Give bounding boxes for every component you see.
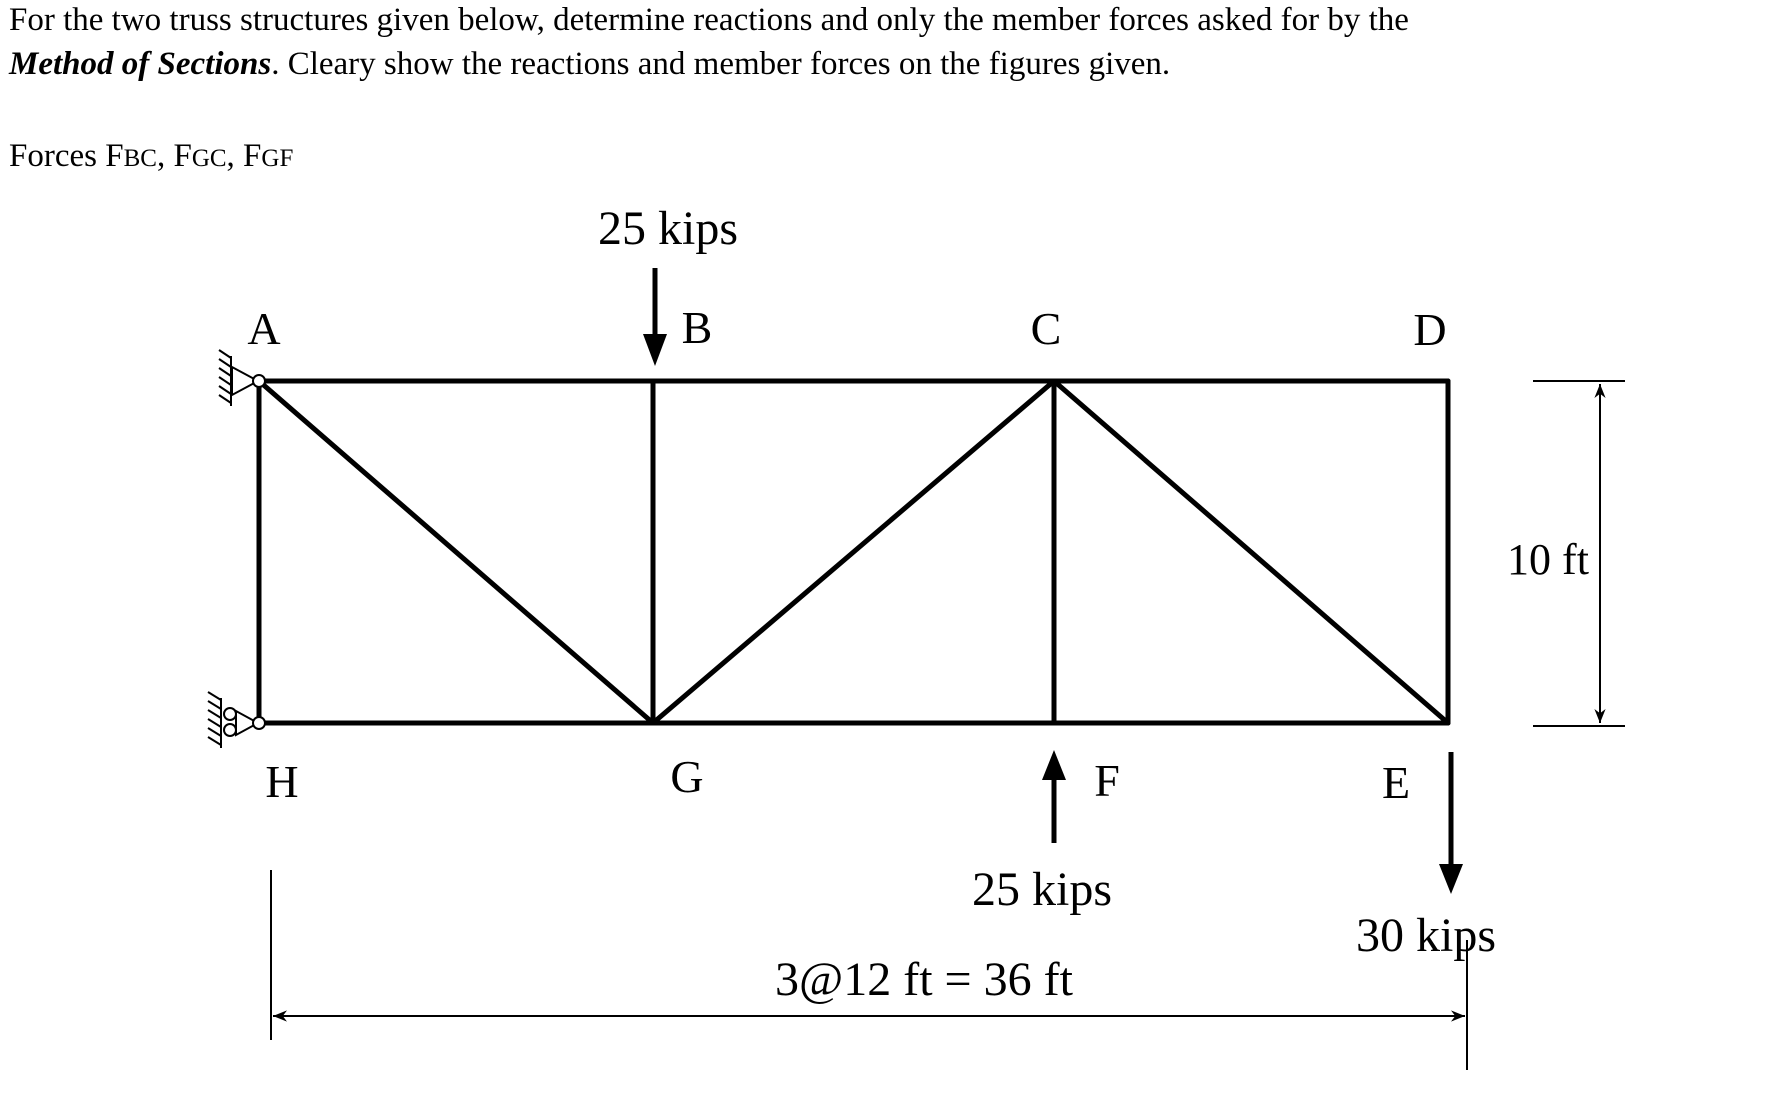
load-label-f: 25 kips (971, 863, 1113, 916)
force-fbc: FBC, (105, 138, 174, 174)
roller-support-h (208, 692, 265, 748)
node-label-g: G (670, 751, 704, 802)
node-label-h: H (265, 756, 299, 807)
member-gc (653, 381, 1054, 723)
method-of-sections-emphasis: Method of Sections (9, 46, 272, 82)
force-fgc: FGC, (173, 138, 244, 174)
node-label-d: D (1413, 304, 1447, 355)
load-arrow-b (643, 268, 667, 366)
load-arrow-e (1439, 752, 1463, 894)
node-label-e: E (1381, 757, 1411, 808)
load-label-b: 25 kips (597, 202, 739, 255)
node-label-a: A (247, 303, 281, 354)
node-label-c: C (1030, 303, 1062, 354)
problem-text-2: . Cleary show the reactions and member forces on the figures given. (271, 46, 1171, 82)
member-ag (259, 381, 653, 723)
node-label-b: B (681, 302, 713, 353)
span-dimension-label: 3@12 ft = 36 ft (775, 953, 1073, 1006)
forces-prefix: Forces (9, 138, 106, 174)
load-arrow-f (1042, 750, 1066, 843)
problem-text-1: For the two truss structures given below, determine reactions and only the member forces asked for by the (9, 2, 1409, 38)
height-dimension-label: 10 ft (1507, 535, 1589, 584)
node-label-f: F (1094, 755, 1120, 806)
member-ce (1054, 381, 1448, 723)
load-label-e: 30 kips (1355, 909, 1497, 962)
force-fgf: FGF (243, 138, 294, 174)
